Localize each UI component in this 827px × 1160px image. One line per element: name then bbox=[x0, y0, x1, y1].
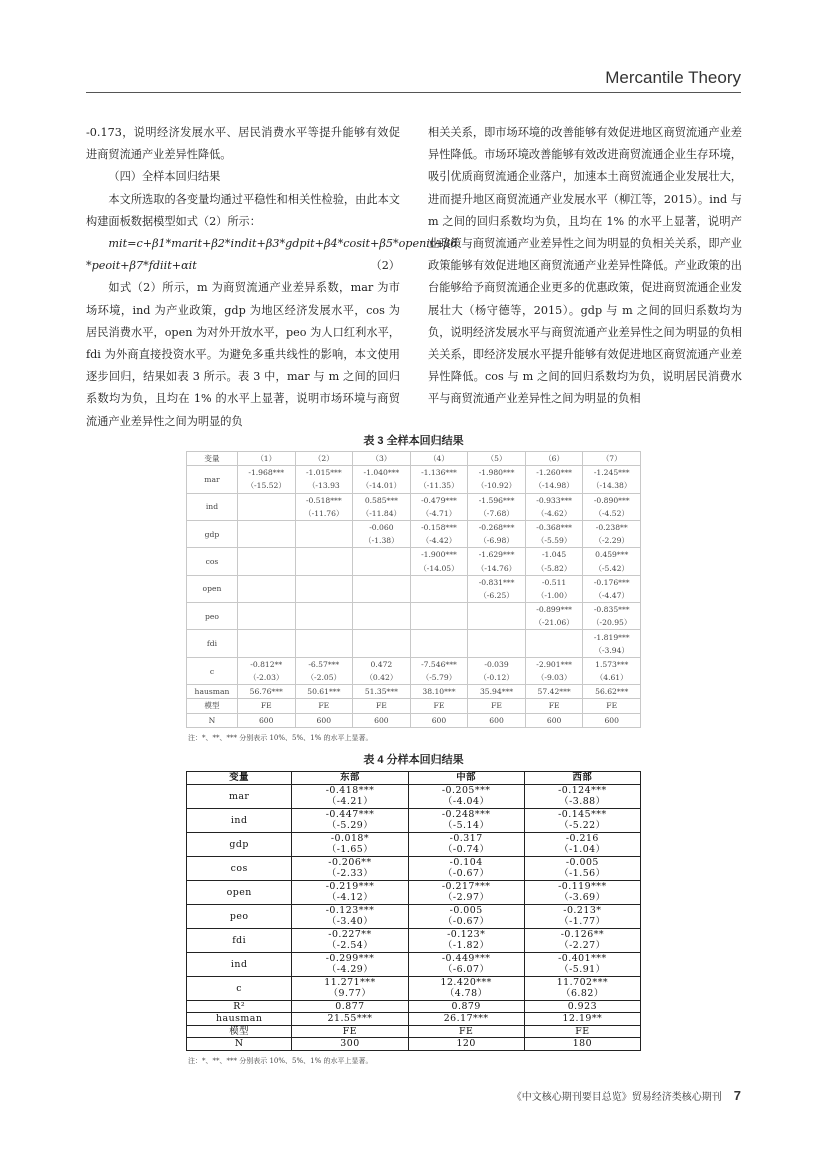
tstat-cell bbox=[410, 616, 468, 630]
table-row bbox=[187, 808, 641, 820]
tstat-cell: （-6.07） bbox=[408, 964, 524, 976]
table-row bbox=[187, 1025, 641, 1038]
row-label: c bbox=[187, 976, 292, 1000]
coef-cell: -6.57*** bbox=[295, 657, 353, 671]
header-rule bbox=[86, 92, 741, 93]
coef-cell: -0.119*** bbox=[524, 880, 640, 892]
tstat-cell: （-14.05） bbox=[410, 562, 468, 576]
tstat-cell: （-6.98） bbox=[468, 534, 526, 548]
coef-cell: -0.213* bbox=[524, 904, 640, 916]
table-row bbox=[187, 976, 641, 988]
value-cell: 12.19** bbox=[524, 1013, 640, 1026]
table-row bbox=[187, 1038, 641, 1051]
table-row bbox=[187, 520, 641, 534]
tstat-cell: （-11.76） bbox=[295, 507, 353, 521]
equation-number: （2） bbox=[370, 259, 400, 273]
table-row bbox=[187, 603, 641, 617]
row-label: hausman bbox=[187, 1013, 292, 1026]
value-cell: 26.17*** bbox=[408, 1013, 524, 1026]
coef-cell: -0.123*** bbox=[292, 904, 408, 916]
column-header: （4） bbox=[410, 452, 468, 466]
value-cell: FE bbox=[295, 699, 353, 713]
coef-cell bbox=[295, 603, 353, 617]
row-label: fdi bbox=[187, 630, 238, 657]
coef-cell bbox=[353, 630, 411, 644]
value-cell: 180 bbox=[524, 1038, 640, 1051]
column-header: 东部 bbox=[292, 772, 408, 785]
coef-cell: -2.901*** bbox=[525, 657, 583, 671]
tstat-cell: （-4.52） bbox=[583, 507, 641, 521]
coef-cell bbox=[295, 520, 353, 534]
value-cell: 0.923 bbox=[524, 1000, 640, 1013]
table-row bbox=[187, 479, 641, 493]
value-cell: 600 bbox=[237, 713, 295, 727]
table-row bbox=[187, 928, 641, 940]
table-row bbox=[187, 507, 641, 521]
coef-cell: -0.060 bbox=[353, 520, 411, 534]
table-row bbox=[187, 657, 641, 671]
coef-cell bbox=[410, 603, 468, 617]
row-label: N bbox=[187, 1038, 292, 1051]
coef-cell: 0.472 bbox=[353, 657, 411, 671]
coef-cell bbox=[353, 548, 411, 562]
table-row bbox=[187, 856, 641, 868]
coef-cell: -1.245*** bbox=[583, 466, 641, 480]
value-cell: FE bbox=[408, 1025, 524, 1038]
tstat-cell: （-5.59） bbox=[525, 534, 583, 548]
tstat-cell: （-11.35） bbox=[410, 479, 468, 493]
table-row bbox=[187, 832, 641, 844]
value-cell: 600 bbox=[410, 713, 468, 727]
table-row bbox=[187, 671, 641, 685]
tstat-cell: （-4.29） bbox=[292, 964, 408, 976]
tstat-cell bbox=[525, 644, 583, 658]
row-label: peo bbox=[187, 904, 292, 928]
page-footer bbox=[512, 1088, 741, 1103]
tstat-cell: （-4.21） bbox=[292, 796, 408, 808]
tstat-cell: （-4.04） bbox=[408, 796, 524, 808]
coef-cell: -0.005 bbox=[408, 904, 524, 916]
coef-cell: -0.511 bbox=[525, 575, 583, 589]
row-label: 模型 bbox=[187, 699, 238, 713]
coef-cell: -1.040*** bbox=[353, 466, 411, 480]
value-cell: 600 bbox=[525, 713, 583, 727]
coef-cell: -1.260*** bbox=[525, 466, 583, 480]
value-cell: 0.877 bbox=[292, 1000, 408, 1013]
coef-cell bbox=[237, 603, 295, 617]
row-label: 模型 bbox=[187, 1025, 292, 1038]
tstat-cell: （-14.01） bbox=[353, 479, 411, 493]
paragraph: 本文所选取的各变量均通过平稳性和相关性检验，由此本文构建面板数据模型如式（2）所示： bbox=[86, 192, 400, 228]
tstat-cell: （-0.74） bbox=[408, 844, 524, 856]
tstat-cell: （-3.94） bbox=[583, 644, 641, 658]
tstat-cell: （-1.65） bbox=[292, 844, 408, 856]
coef-cell: -0.449*** bbox=[408, 952, 524, 964]
row-label: cos bbox=[187, 856, 292, 880]
equation-text: *peoit+β7*fdiit+αit bbox=[86, 259, 197, 273]
coef-cell bbox=[353, 603, 411, 617]
tstat-cell: （-5.91） bbox=[524, 964, 640, 976]
row-label: mar bbox=[187, 466, 238, 493]
value-cell: 56.76*** bbox=[237, 685, 295, 699]
coef-cell: -0.206** bbox=[292, 856, 408, 868]
coef-cell: -1.015*** bbox=[295, 466, 353, 480]
coef-cell: -0.479*** bbox=[410, 493, 468, 507]
table-row bbox=[187, 685, 641, 699]
coef-cell: -0.401*** bbox=[524, 952, 640, 964]
value-cell: 600 bbox=[583, 713, 641, 727]
tstat-cell bbox=[353, 616, 411, 630]
coef-cell: -0.124*** bbox=[524, 784, 640, 796]
coef-cell bbox=[468, 603, 526, 617]
tstat-cell: （-5.42） bbox=[583, 562, 641, 576]
tstat-cell: （-2.27） bbox=[524, 940, 640, 952]
table-row bbox=[187, 713, 641, 727]
page-number: 7 bbox=[733, 1088, 741, 1103]
tstat-cell: （-5.79） bbox=[410, 671, 468, 685]
table4-caption: 表 4 分样本回归结果 bbox=[363, 754, 464, 766]
tstat-cell: （-20.95） bbox=[583, 616, 641, 630]
row-label: hausman bbox=[187, 685, 238, 699]
column-header: （7） bbox=[583, 452, 641, 466]
tstat-cell: （-1.56） bbox=[524, 868, 640, 880]
table4 bbox=[186, 771, 641, 1051]
tstat-cell bbox=[237, 616, 295, 630]
column-header: 西部 bbox=[524, 772, 640, 785]
row-label: ind bbox=[187, 952, 292, 976]
coef-cell bbox=[237, 520, 295, 534]
tstat-cell: （-2.29） bbox=[583, 534, 641, 548]
coef-cell: -0.238** bbox=[583, 520, 641, 534]
tstat-cell bbox=[410, 644, 468, 658]
coef-cell: -0.158*** bbox=[410, 520, 468, 534]
value-cell: 300 bbox=[292, 1038, 408, 1051]
tstat-cell: （-14.98） bbox=[525, 479, 583, 493]
tstat-cell bbox=[410, 589, 468, 603]
table-row bbox=[187, 699, 641, 713]
table3-note: 注：*、**、*** 分别表示 10%、5%、1% 的水平上显著。 bbox=[188, 734, 373, 742]
tstat-cell: （-15.52） bbox=[237, 479, 295, 493]
tstat-cell bbox=[353, 589, 411, 603]
table-row bbox=[187, 466, 641, 480]
value-cell: 600 bbox=[295, 713, 353, 727]
tstat-cell bbox=[237, 534, 295, 548]
coef-cell: 12.420*** bbox=[408, 976, 524, 988]
coef-cell: -0.005 bbox=[524, 856, 640, 868]
coef-cell: 0.585*** bbox=[353, 493, 411, 507]
tstat-cell: （-6.25） bbox=[468, 589, 526, 603]
coef-cell: -0.104 bbox=[408, 856, 524, 868]
tstat-cell bbox=[295, 534, 353, 548]
coef-cell bbox=[295, 575, 353, 589]
tstat-cell bbox=[237, 644, 295, 658]
coef-cell bbox=[237, 493, 295, 507]
column-header: 中部 bbox=[408, 772, 524, 785]
tstat-cell: （-0.12） bbox=[468, 671, 526, 685]
tstat-cell: （-3.40） bbox=[292, 916, 408, 928]
tstat-cell: （4.78） bbox=[408, 988, 524, 1000]
row-label: N bbox=[187, 713, 238, 727]
column-header: （3） bbox=[353, 452, 411, 466]
tstat-cell: （-1.04） bbox=[524, 844, 640, 856]
tstat-cell bbox=[295, 644, 353, 658]
coef-cell: -0.933*** bbox=[525, 493, 583, 507]
row-label: cos bbox=[187, 548, 238, 575]
tstat-cell: （-5.82） bbox=[525, 562, 583, 576]
coef-cell: -0.205*** bbox=[408, 784, 524, 796]
value-cell: FE bbox=[237, 699, 295, 713]
row-label: R² bbox=[187, 1000, 292, 1013]
value-cell: 600 bbox=[468, 713, 526, 727]
column-header: （2） bbox=[295, 452, 353, 466]
tstat-cell: （-11.84） bbox=[353, 507, 411, 521]
coef-cell: -0.039 bbox=[468, 657, 526, 671]
column-header: （1） bbox=[237, 452, 295, 466]
coef-cell: -1.900*** bbox=[410, 548, 468, 562]
tstat-cell: （-1.77） bbox=[524, 916, 640, 928]
tstat-cell bbox=[295, 562, 353, 576]
column-header: （5） bbox=[468, 452, 526, 466]
row-label: gdp bbox=[187, 520, 238, 547]
coef-cell bbox=[295, 630, 353, 644]
value-cell: 0.879 bbox=[408, 1000, 524, 1013]
row-label: gdp bbox=[187, 832, 292, 856]
section-heading: （四）全样本回归结果 bbox=[108, 170, 221, 184]
row-label: ind bbox=[187, 493, 238, 520]
coef-cell bbox=[237, 575, 295, 589]
coef-cell: -1.596*** bbox=[468, 493, 526, 507]
coef-cell: 11.702*** bbox=[524, 976, 640, 988]
coef-cell: 1.573*** bbox=[583, 657, 641, 671]
coef-cell bbox=[410, 575, 468, 589]
coef-cell: -0.123* bbox=[408, 928, 524, 940]
coef-cell: -0.299*** bbox=[292, 952, 408, 964]
table-row bbox=[187, 575, 641, 589]
coef-cell: -1.968*** bbox=[237, 466, 295, 480]
tstat-cell bbox=[468, 616, 526, 630]
footer-text: 《中文核心期刊要目总览》贸易经济类核心期刊 bbox=[511, 1092, 722, 1103]
tstat-cell: （-1.38） bbox=[353, 534, 411, 548]
table3 bbox=[186, 451, 641, 728]
tstat-cell bbox=[295, 589, 353, 603]
table-row bbox=[187, 644, 641, 658]
value-cell: 21.55*** bbox=[292, 1013, 408, 1026]
value-cell: FE bbox=[410, 699, 468, 713]
value-cell: 38.10*** bbox=[410, 685, 468, 699]
tstat-cell: （-5.14） bbox=[408, 820, 524, 832]
coef-cell: -0.447*** bbox=[292, 808, 408, 820]
coef-cell: -0.216 bbox=[524, 832, 640, 844]
tstat-cell: （-21.06） bbox=[525, 616, 583, 630]
coef-cell: -1.819*** bbox=[583, 630, 641, 644]
table-row bbox=[187, 904, 641, 916]
coef-cell bbox=[237, 630, 295, 644]
coef-cell: -0.227** bbox=[292, 928, 408, 940]
coef-cell: -0.268*** bbox=[468, 520, 526, 534]
tstat-cell: （-3.69） bbox=[524, 892, 640, 904]
table4-note: 注：*、**、*** 分别表示 10%、5%、1% 的水平上显著。 bbox=[188, 1057, 373, 1065]
table-row bbox=[187, 784, 641, 796]
value-cell: FE bbox=[292, 1025, 408, 1038]
coef-cell: -0.219*** bbox=[292, 880, 408, 892]
column-header: （6） bbox=[525, 452, 583, 466]
tstat-cell: （-2.97） bbox=[408, 892, 524, 904]
tstat-cell bbox=[295, 616, 353, 630]
tstat-cell: （-2.33） bbox=[292, 868, 408, 880]
coef-cell bbox=[468, 630, 526, 644]
row-label: ind bbox=[187, 808, 292, 832]
value-cell: 120 bbox=[408, 1038, 524, 1051]
coef-cell bbox=[410, 630, 468, 644]
row-label: peo bbox=[187, 603, 238, 630]
coef-cell: -1.980*** bbox=[468, 466, 526, 480]
coef-cell: -0.890*** bbox=[583, 493, 641, 507]
tstat-cell: （-4.12） bbox=[292, 892, 408, 904]
right-column bbox=[428, 122, 742, 411]
coef-cell: -0.899*** bbox=[525, 603, 583, 617]
value-cell: FE bbox=[353, 699, 411, 713]
tstat-cell bbox=[237, 507, 295, 521]
tstat-cell: （-5.22） bbox=[524, 820, 640, 832]
tstat-cell: （9.77） bbox=[292, 988, 408, 1000]
coef-cell: -0.018* bbox=[292, 832, 408, 844]
value-cell: 600 bbox=[353, 713, 411, 727]
value-cell: FE bbox=[525, 699, 583, 713]
tstat-cell: （6.82） bbox=[524, 988, 640, 1000]
tstat-cell: （-1.82） bbox=[408, 940, 524, 952]
equation-line: mit=c+β1*marit+β2*indit+β3*gdpit+β4*cosit+β5*openit+β6 bbox=[108, 237, 458, 251]
tstat-cell bbox=[353, 562, 411, 576]
value-cell: FE bbox=[468, 699, 526, 713]
coef-cell: -0.518*** bbox=[295, 493, 353, 507]
row-label: fdi bbox=[187, 928, 292, 952]
coef-cell bbox=[295, 548, 353, 562]
table-row bbox=[187, 880, 641, 892]
tstat-cell: （-4.62） bbox=[525, 507, 583, 521]
coef-cell bbox=[237, 548, 295, 562]
tstat-cell: （-4.42） bbox=[410, 534, 468, 548]
tstat-cell bbox=[353, 644, 411, 658]
tstat-cell: （-2.03） bbox=[237, 671, 295, 685]
coef-cell: -0.176*** bbox=[583, 575, 641, 589]
header-row bbox=[187, 772, 641, 785]
table-row bbox=[187, 493, 641, 507]
row-label: open bbox=[187, 880, 292, 904]
coef-cell: -0.248*** bbox=[408, 808, 524, 820]
tstat-cell bbox=[237, 589, 295, 603]
tstat-cell: （-0.67） bbox=[408, 916, 524, 928]
value-cell: 35.94*** bbox=[468, 685, 526, 699]
row-label: mar bbox=[187, 784, 292, 808]
tstat-cell: （-10.92） bbox=[468, 479, 526, 493]
coef-cell bbox=[353, 575, 411, 589]
table-row bbox=[187, 1013, 641, 1026]
row-label: open bbox=[187, 575, 238, 602]
tstat-cell: （-9.03） bbox=[525, 671, 583, 685]
paragraph: 相关关系，即市场环境的改善能够有效促进地区商贸流通产业差异性降低。市场环境改善能够有效改进商贸流通企业生存环境，吸引优质商贸流通企业落户，加速本土商贸流通企业发展壮大，进而提升地区商贸流通产业发展水平（柳江等，2015）。ind 与 m 之间的回归系数均为负，且均在 1% 的水平上显著，说明产业政策与商贸流通产业差异性之间为明显的负相关关系，即产业政策能够有效促进地区商贸流通产业差异性降低。产业政策的出台能够给予商贸流通企业更多的优惠政策，促进商贸流通企业发展壮大（杨守德等，2015）。gdp 与 m 之间的回归系数均为负，说明经济发展水平与商贸流通产业差异性之间为明显的负相关关系，即经济发展水平提升能够有效促进地区商贸流通产业差异性降低。cos 与 m 之间的回归系数均为负，说明居民消费水平与商贸流通产业差异性之间为明显的负相 bbox=[428, 126, 742, 406]
coef-cell: -0.812** bbox=[237, 657, 295, 671]
tstat-cell: （-13.93 bbox=[295, 479, 353, 493]
value-cell: 56.62*** bbox=[583, 685, 641, 699]
coef-cell: -0.835*** bbox=[583, 603, 641, 617]
coef-cell: -0.368*** bbox=[525, 520, 583, 534]
coef-cell: -0.831*** bbox=[468, 575, 526, 589]
coef-cell: -0.217*** bbox=[408, 880, 524, 892]
tstat-cell: （-4.71） bbox=[410, 507, 468, 521]
tstat-cell: （-3.88） bbox=[524, 796, 640, 808]
coef-cell: -0.317 bbox=[408, 832, 524, 844]
coef-cell: -0.145*** bbox=[524, 808, 640, 820]
tstat-cell: （-1.00） bbox=[525, 589, 583, 603]
tstat-cell: （-4.47） bbox=[583, 589, 641, 603]
value-cell: 51.35*** bbox=[353, 685, 411, 699]
column-header: 变量 bbox=[187, 452, 238, 466]
value-cell: FE bbox=[583, 699, 641, 713]
tstat-cell: （4.61） bbox=[583, 671, 641, 685]
coef-cell: -7.546*** bbox=[410, 657, 468, 671]
tstat-cell: （-2.05） bbox=[295, 671, 353, 685]
equation-line bbox=[86, 255, 400, 277]
tstat-cell: （0.42） bbox=[353, 671, 411, 685]
coef-cell: -1.045 bbox=[525, 548, 583, 562]
paragraph: -0.173，说明经济发展水平、居民消费水平等提升能够有效促进商贸流通产业差异性降低。 bbox=[86, 126, 400, 162]
coef-cell: 11.271*** bbox=[292, 976, 408, 988]
table-row bbox=[187, 562, 641, 576]
paragraph: 如式（2）所示，m 为商贸流通产业差异系数，mar 为市场环境，ind 为产业政策，gdp 为地区经济发展水平，cos 为居民消费水平，open 为对外开放水平，peo 为人口红利水平，fdi 为外商直接投资水平。为避免多重共线性的影响，本文使用逐步回归，结果如表 3 所示。表 3 中，mar 与 m 之间的回归系数均为负，且均在 1% 的水平上显著，说明市场环境与商贸流通产业差异性之间为明显的负 bbox=[86, 281, 400, 428]
table-row bbox=[187, 952, 641, 964]
value-cell: FE bbox=[524, 1025, 640, 1038]
tstat-cell: （-2.54） bbox=[292, 940, 408, 952]
table-row bbox=[187, 589, 641, 603]
table-row bbox=[187, 630, 641, 644]
row-label: c bbox=[187, 657, 238, 684]
coef-cell: 0.459*** bbox=[583, 548, 641, 562]
coef-cell: -0.126** bbox=[524, 928, 640, 940]
table-row bbox=[187, 1000, 641, 1013]
column-header: 变量 bbox=[187, 772, 292, 785]
journal-title: Mercantile Theory bbox=[605, 68, 741, 87]
coef-cell bbox=[525, 630, 583, 644]
tstat-cell: （-14.38） bbox=[583, 479, 641, 493]
tstat-cell: （-5.29） bbox=[292, 820, 408, 832]
tstat-cell: （-7.68） bbox=[468, 507, 526, 521]
coef-cell: -1.136*** bbox=[410, 466, 468, 480]
tstat-cell bbox=[237, 562, 295, 576]
tstat-cell: （-0.67） bbox=[408, 868, 524, 880]
coef-cell: -0.418*** bbox=[292, 784, 408, 796]
value-cell: 50.61*** bbox=[295, 685, 353, 699]
tstat-cell bbox=[468, 644, 526, 658]
coef-cell: -1.629*** bbox=[468, 548, 526, 562]
table-row bbox=[187, 548, 641, 562]
left-column bbox=[86, 122, 458, 433]
table3-caption: 表 3 全样本回归结果 bbox=[363, 435, 464, 447]
value-cell: 57.42*** bbox=[525, 685, 583, 699]
table-row bbox=[187, 616, 641, 630]
header-row bbox=[187, 452, 641, 466]
table-row bbox=[187, 534, 641, 548]
tstat-cell: （-14.76） bbox=[468, 562, 526, 576]
